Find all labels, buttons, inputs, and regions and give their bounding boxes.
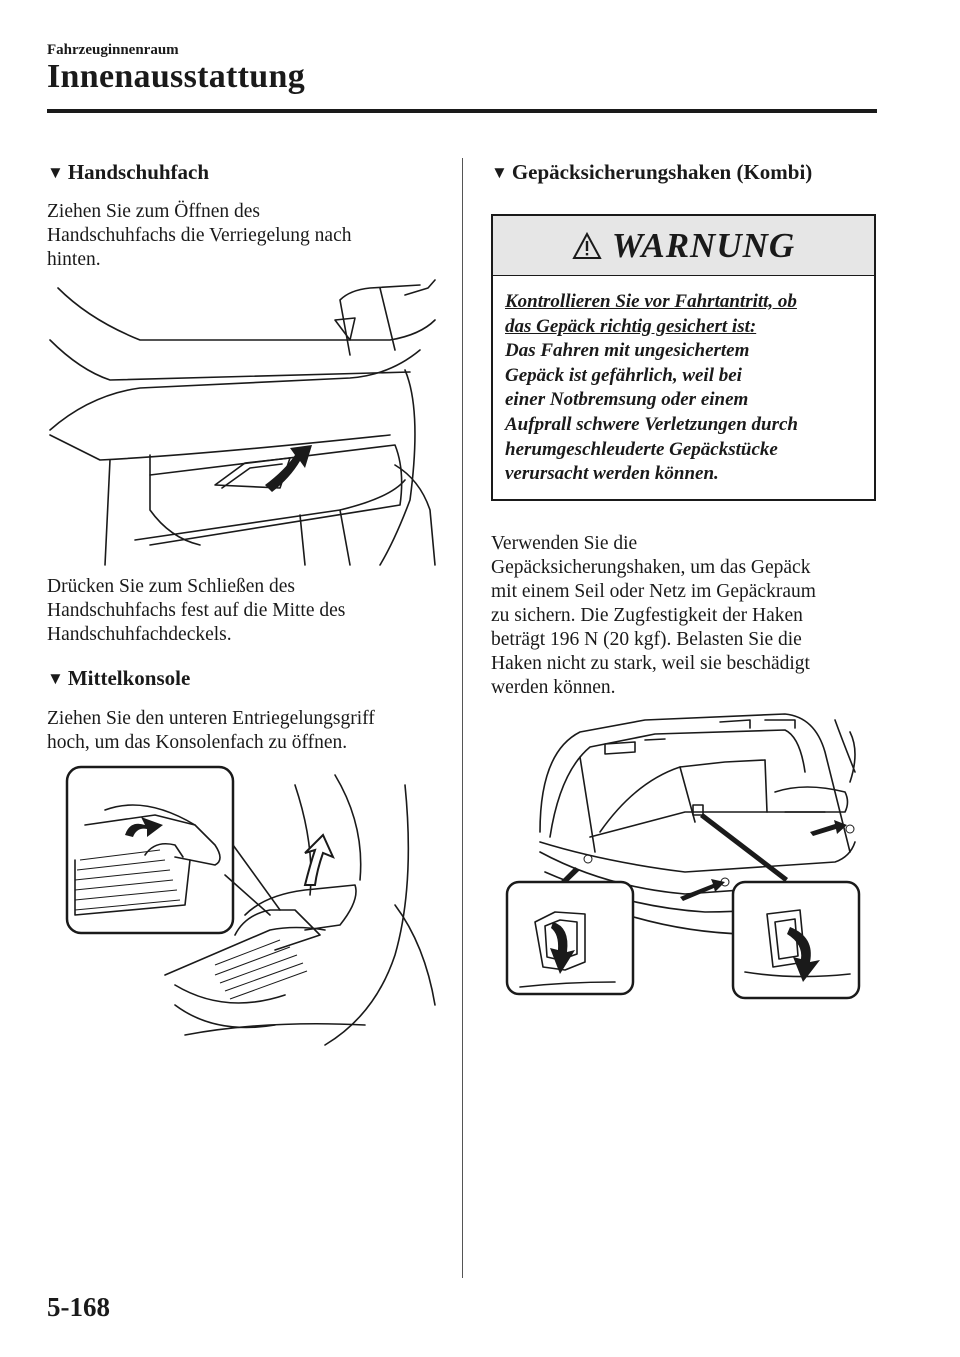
warning-line: Das Fahren mit ungesichertem <box>505 340 750 362</box>
glovebox-illustration <box>50 280 435 570</box>
warning-line: einer Notbremsung oder einem <box>505 389 749 411</box>
hooks-heading <box>491 160 812 185</box>
warning-line: verursacht werden können. <box>505 463 719 485</box>
glovebox-heading-text: Handschuhfach <box>67 160 210 184</box>
glovebox-heading <box>47 160 209 185</box>
console-illustration <box>65 765 435 1045</box>
warning-line: Gepäck ist gefährlich, weil bei <box>505 364 742 386</box>
text-line: hinten. <box>47 249 101 270</box>
text-line: zu sichern. Die Zugfestigkeit der Haken <box>491 605 803 626</box>
console-heading <box>47 666 190 691</box>
hooks-heading-text: Gepäcksicherungshaken (Kombi) <box>511 160 813 184</box>
section-triangle-icon: ▼ <box>491 162 508 182</box>
warning-line: das Gepäck richtig gesichert ist: <box>505 315 757 337</box>
text-line: Handschuhfachs fest auf die Mitte des <box>47 600 346 621</box>
text-line: beträgt 196 N (20 kgf). Belasten Sie die <box>491 629 802 650</box>
column-divider <box>462 158 463 1278</box>
text-line: Handschuhfachs die Verriegelung nach <box>47 225 352 246</box>
section-label: Fahrzeuginnenraum <box>47 42 179 58</box>
cargo-hooks-illustration <box>505 712 865 1002</box>
header-divider <box>47 109 877 113</box>
text-line: Ziehen Sie zum Öffnen des <box>47 201 260 222</box>
text-line: mit einem Seil oder Netz im Gepäckraum <box>491 581 816 602</box>
warning-box <box>491 214 876 501</box>
text-line: Handschuhfachdeckels. <box>47 624 232 645</box>
warning-line: herumgeschleuderte Gepäckstücke <box>505 438 778 460</box>
glovebox-close-text <box>47 575 345 647</box>
text-line: Verwenden Sie die <box>491 533 638 554</box>
text-line: Ziehen Sie den unteren Entriegelungsgriff <box>47 708 375 729</box>
page-number: 5-168 <box>47 1292 110 1322</box>
glovebox-open-text <box>47 200 352 272</box>
warning-text <box>493 276 874 487</box>
hooks-text <box>491 532 816 700</box>
section-triangle-icon: ▼ <box>47 162 64 182</box>
section-triangle-icon: ▼ <box>47 668 64 688</box>
page-title: Innenausstattung <box>47 58 306 95</box>
warning-title: WARNUNG <box>611 225 796 265</box>
warning-header <box>493 216 874 276</box>
warning-line: Kontrollieren Sie vor Fahrtantritt, ob <box>505 291 797 312</box>
text-line: Drücken Sie zum Schließen des <box>47 576 296 597</box>
warning-line: Aufprall schwere Verletzungen durch <box>505 413 798 435</box>
console-text <box>47 707 375 755</box>
console-heading-text: Mittelkonsole <box>67 666 191 690</box>
text-line: hoch, um das Konsolenfach zu öffnen. <box>47 732 348 753</box>
warning-triangle-icon <box>572 232 602 260</box>
text-line: Haken nicht zu stark, weil sie beschädigt <box>491 653 810 674</box>
text-line: Gepäcksicherungshaken, um das Gepäck <box>491 557 811 578</box>
text-line: werden können. <box>491 677 616 698</box>
